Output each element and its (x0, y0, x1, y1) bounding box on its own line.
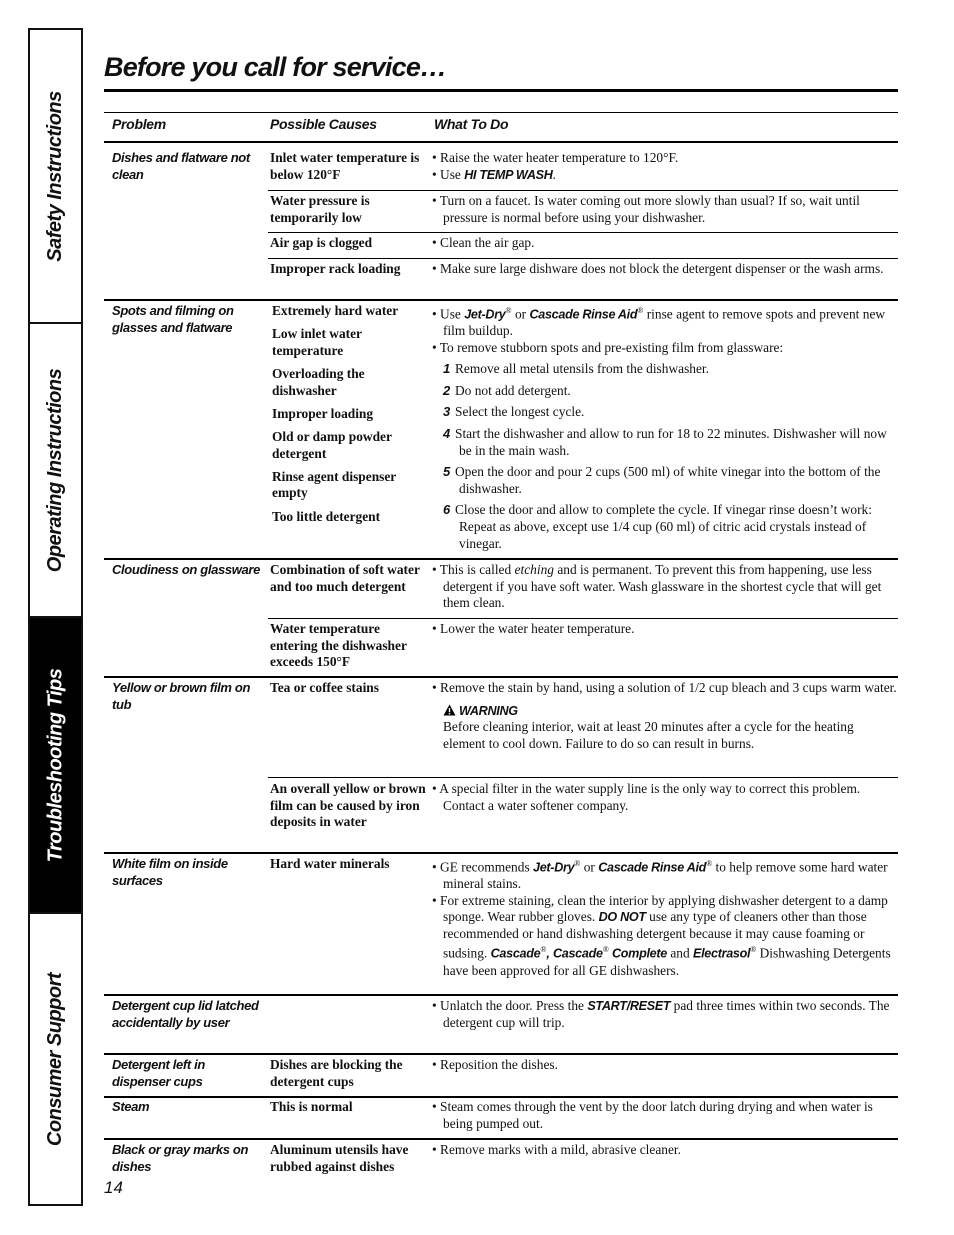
table-rule (104, 299, 898, 301)
remedy-etching: • This is called etching and is permanent. To prevent this from happening, use less detergent if you have soft water. Wash glassware in the shortest cycle that will get them clean. (432, 562, 882, 611)
step-item: 5 Open the door and pour 2 cups (500 ml) of white vinegar into the bottom of the dishwasher. (443, 464, 881, 496)
header-possible-causes: Possible Causes (270, 116, 377, 132)
problem-black-marks: Black or gray marks on dishes (112, 1142, 249, 1174)
remedy-bullet: • GE recommends Jet-Dry® or Cascade Rinse Aid® to help remove some hard water mineral stains. (432, 859, 888, 892)
step-item: 1 Remove all metal utensils from the dishwasher. (443, 361, 709, 377)
problem-steam: Steam (112, 1099, 150, 1114)
problem-dishes-not-clean: Dishes and flatware not clean (112, 150, 250, 182)
remedy-steam: • Steam comes through the vent by the door latch during drying and when water is being pumped out. (432, 1099, 873, 1131)
title-rule (104, 89, 898, 92)
remedy-water-pressure: • Turn on a faucet. Is water coming out more slowly than usual? If so, wait until pressure is normal before using your dishwasher. (432, 193, 860, 225)
problem-detergent-left: Detergent left in dispenser cups (112, 1057, 206, 1089)
remedy-white-film (432, 856, 897, 979)
remedy-bullet: • Use Jet-Dry® or Cascade Rinse Aid® rinse agent to remove spots and prevent new film buildup. (432, 306, 886, 339)
remedy-unlatch: • Unlatch the door. Press the START/RESET pad three times within two seconds. The detergent cup will trip. (432, 998, 890, 1030)
header-problem: Problem (112, 116, 166, 132)
cause-water-pressure: Water pressure is temporarily low (270, 193, 370, 225)
remedy-reposition: • Reposition the dishes. (432, 1057, 558, 1072)
remedy-bullet: • To remove stubborn spots and pre-existing film from glassware: (432, 339, 784, 355)
warning-text: Before cleaning interior, wait at least 20 minutes after a cycle for the heating element to cool down. Failure to do so can result in burns. (443, 719, 854, 751)
remedy-rack-loading: • Make sure large dishware does not block the detergent dispenser or the wash arms. (432, 261, 884, 276)
problem-cloudiness: Cloudiness on glassware (112, 562, 260, 577)
remedy-lower-temp: • Lower the water heater temperature. (432, 621, 635, 636)
causes-spots-filming (272, 303, 432, 532)
cause-item: Too little detergent (272, 508, 381, 524)
remedy-bullet: • For extreme staining, clean the interior by applying dishwasher detergent to a damp sponge. Wear rubber gloves. DO NOT use any type of cleaners other than those recommended or hand dishwashing detergent because it may cause foaming or sudsing. Cascade®, Cascade® Complete and Electrasol® Dishwashing Detergents have been approved for all GE dishwashers. (432, 892, 891, 978)
problem-detergent-lid: Detergent cup lid latched accidentally by user (112, 998, 259, 1030)
tab-safety-instructions[interactable]: Safety Instructions (30, 30, 81, 324)
table-rule (104, 676, 898, 678)
table-rule (104, 558, 898, 560)
problem-white-film: White film on inside surfaces (112, 856, 228, 888)
step-item: 6 Close the door and allow to complete the cycle. If vinegar rinse doesn’t work: Repeat as above, except use 1/4 cup (60 ml) of citric acid crystals instead of vinegar. (443, 502, 872, 551)
table-rule (104, 852, 898, 854)
cause-water-temp-high: Water temperature entering the dishwasher exceeds 150°F (270, 621, 407, 670)
table-rule (104, 1096, 898, 1098)
remedy-filter: • A special filter in the water supply line is the only way to correct this problem. Contact a water softener company. (432, 781, 861, 813)
step-item: 2 Do not add detergent. (443, 382, 571, 398)
cause-tea-coffee: Tea or coffee stains (270, 680, 379, 695)
remedy-stain: • Remove the stain by hand, using a solution of 1/2 cup bleach and 3 cups warm water. WARNING Before cleaning interior, wait at least 20 minutes after a cycle for the heating element to cool down. Failure to do so can result in burns. (432, 680, 897, 751)
row-divider (268, 618, 898, 619)
table-rule (104, 1138, 898, 1140)
cause-item: Low inlet water temperature (272, 326, 362, 358)
remedy-bullet: • Use HI TEMP WASH. (432, 166, 556, 182)
warning-heading: WARNING (432, 703, 897, 720)
table-rule (104, 141, 898, 143)
cause-aluminum: Aluminum utensils have rubbed against dishes (270, 1142, 409, 1174)
table-rule (104, 994, 898, 996)
table-rule (104, 112, 898, 113)
remedy-air-gap: • Clean the air gap. (432, 235, 535, 250)
cause-item: Overloading the dishwasher (272, 365, 365, 398)
page-title: Before you call for service… (104, 52, 447, 82)
row-divider (268, 232, 898, 233)
side-tab-bar (28, 28, 83, 1206)
warning-icon (443, 704, 456, 716)
cause-hard-water-minerals: Hard water minerals (270, 856, 390, 871)
table-rule (104, 1053, 898, 1055)
cause-iron-deposits: An overall yellow or brown film can be caused by iron deposits in water (270, 781, 426, 830)
problem-spots-filming: Spots and filming on glasses and flatware (112, 303, 234, 335)
cause-soft-water: Combination of soft water and too much detergent (270, 562, 420, 594)
row-divider (268, 190, 898, 191)
cause-air-gap: Air gap is clogged (270, 235, 373, 250)
remedy-inlet-temp (432, 150, 897, 183)
cause-item: Old or damp powder detergent (272, 428, 392, 461)
cause-dishes-blocking: Dishes are blocking the detergent cups (270, 1057, 403, 1089)
row-divider (268, 258, 898, 259)
problem-yellow-film: Yellow or brown film on tub (112, 680, 251, 712)
page-number: 14 (104, 1178, 123, 1197)
cause-rack-loading: Improper rack loading (270, 261, 401, 276)
step-item: 3 Select the longest cycle. (443, 404, 585, 420)
remedy-spots-filming (432, 303, 897, 552)
tab-troubleshooting-tips[interactable]: Troubleshooting Tips (30, 618, 81, 914)
remedy-bullet: • Raise the water heater temperature to 120°F. (432, 150, 679, 165)
cause-normal: This is normal (270, 1099, 353, 1114)
tab-consumer-support[interactable]: Consumer Support (44, 972, 66, 1146)
tab-operating-instructions[interactable]: Operating Instructions (30, 324, 81, 618)
cause-item: Rinse agent dispenser empty (272, 468, 397, 501)
header-what-to-do: What To Do (434, 116, 509, 132)
remedy-marks: • Remove marks with a mild, abrasive cleaner. (432, 1142, 681, 1157)
row-divider (268, 777, 898, 778)
step-item: 4 Start the dishwasher and allow to run for 18 to 22 minutes. Dishwasher will now be in the main wash. (443, 426, 887, 458)
cause-inlet-temp: Inlet water temperature is below 120°F (270, 150, 420, 182)
cause-item: Extremely hard water (272, 303, 399, 318)
cause-item: Improper loading (272, 405, 374, 421)
